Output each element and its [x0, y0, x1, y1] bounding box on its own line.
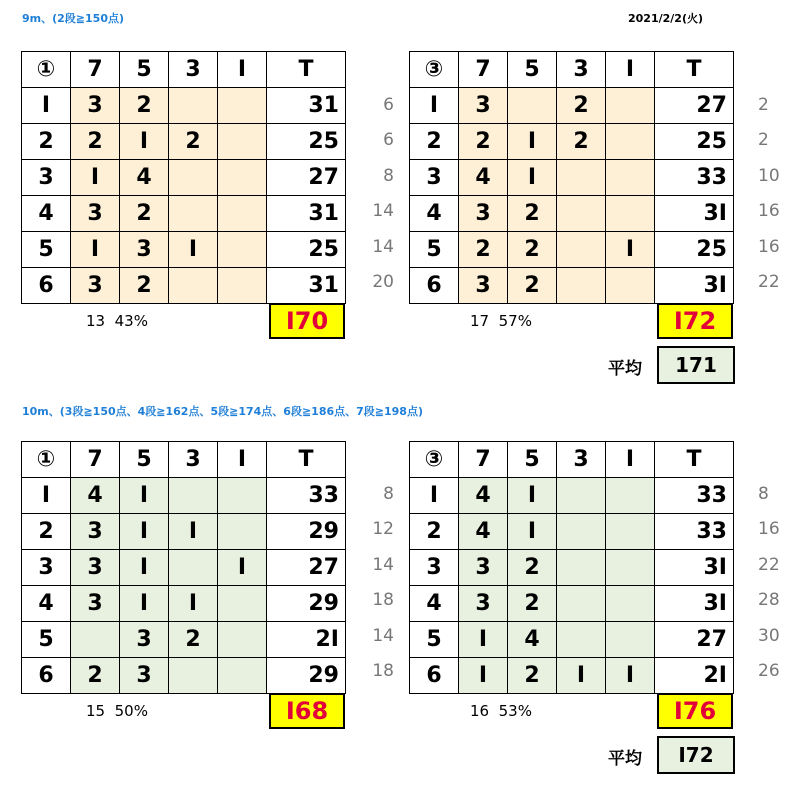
table-row — [410, 196, 734, 232]
score-cell: 3 — [459, 268, 508, 304]
total-cell: 29 — [267, 514, 346, 550]
total-cell: 27 — [267, 550, 346, 586]
header-cell: ① — [22, 52, 71, 88]
score-cell — [169, 550, 218, 586]
score-table-2-right — [409, 441, 734, 694]
score-cell: I — [508, 514, 557, 550]
score-cell — [218, 232, 267, 268]
score-cell: 3 — [71, 550, 120, 586]
total-cell: 27 — [655, 622, 734, 658]
score-cell: I — [508, 124, 557, 160]
round-cell: 3 — [410, 550, 459, 586]
score-cell: I — [120, 586, 169, 622]
table-row — [410, 232, 734, 268]
score-cell: 3 — [459, 550, 508, 586]
score-cell: 3 — [459, 88, 508, 124]
total-cell: 33 — [655, 514, 734, 550]
score-cell: 3 — [459, 196, 508, 232]
score-cell: 2 — [71, 658, 120, 694]
average-value: 171 — [657, 346, 735, 384]
round-cell: I — [22, 478, 71, 514]
score-cell — [606, 478, 655, 514]
score-cell — [606, 88, 655, 124]
score-cell: I — [71, 232, 120, 268]
table-row — [22, 88, 346, 124]
cumulative-right: 16 — [758, 201, 780, 221]
cumulative-right: 2 — [758, 130, 769, 150]
score-cell — [71, 622, 120, 658]
cumulative-right: 10 — [758, 166, 780, 186]
total-cell: 3I — [655, 196, 734, 232]
header-cell: I — [218, 52, 267, 88]
score-cell: I — [508, 478, 557, 514]
score-cell: 2 — [508, 196, 557, 232]
table-row — [22, 268, 346, 304]
score-cell: I — [169, 232, 218, 268]
score-cell: 4 — [120, 160, 169, 196]
header-cell: 3 — [169, 52, 218, 88]
score-cell — [169, 196, 218, 232]
score-cell: I — [169, 586, 218, 622]
round-cell: 6 — [410, 658, 459, 694]
round-cell: I — [22, 88, 71, 124]
section-caption: 10m、(3段≧150点、4段≧162点、5段≧174点、6段≧186点、7段≧198点) — [22, 405, 423, 418]
cumulative-right: 2 — [758, 95, 769, 115]
cumulative-right: 28 — [758, 590, 780, 610]
score-cell — [606, 124, 655, 160]
round-cell: 6 — [22, 268, 71, 304]
score-cell: 2 — [120, 268, 169, 304]
score-cell: 4 — [459, 478, 508, 514]
score-cell: 2 — [71, 124, 120, 160]
score-cell: I — [459, 658, 508, 694]
cumulative-left: 18 — [372, 661, 394, 681]
header-cell: I — [606, 52, 655, 88]
round-cell: 5 — [22, 232, 71, 268]
score-cell — [169, 88, 218, 124]
score-cell — [606, 622, 655, 658]
grand-total: I70 — [269, 303, 345, 339]
table-row — [22, 160, 346, 196]
summary-percent: 50% — [114, 702, 148, 720]
score-cell — [218, 124, 267, 160]
score-cell — [169, 268, 218, 304]
table-row — [410, 622, 734, 658]
score-cell — [557, 196, 606, 232]
score-cell: 2 — [508, 586, 557, 622]
score-cell: 2 — [459, 232, 508, 268]
score-cell: I — [120, 514, 169, 550]
score-cell — [557, 478, 606, 514]
total-cell: 25 — [655, 232, 734, 268]
cumulative-right: 22 — [758, 272, 780, 292]
score-cell — [218, 586, 267, 622]
score-cell: 2 — [459, 124, 508, 160]
grand-total: I68 — [269, 693, 345, 729]
total-cell: 29 — [267, 586, 346, 622]
round-cell: 5 — [410, 622, 459, 658]
total-cell: 33 — [267, 478, 346, 514]
round-cell: 2 — [410, 124, 459, 160]
score-cell: 3 — [71, 586, 120, 622]
table-row — [22, 124, 346, 160]
cumulative-left: 8 — [383, 166, 394, 186]
total-cell: 3I — [655, 550, 734, 586]
header-cell: 5 — [508, 442, 557, 478]
cumulative-left: 14 — [372, 201, 394, 221]
score-table-1-left — [21, 51, 346, 304]
table-row — [410, 268, 734, 304]
score-cell: 2 — [508, 658, 557, 694]
score-cell: 2 — [557, 88, 606, 124]
score-cell — [606, 196, 655, 232]
table-row — [410, 514, 734, 550]
score-cell — [557, 514, 606, 550]
header-cell: T — [655, 442, 734, 478]
total-cell: 2I — [267, 622, 346, 658]
round-cell: 4 — [22, 586, 71, 622]
score-cell: I — [459, 622, 508, 658]
cumulative-right: 8 — [758, 484, 769, 504]
score-cell: 2 — [169, 622, 218, 658]
score-cell: 3 — [120, 232, 169, 268]
score-cell: I — [71, 160, 120, 196]
cumulative-left: 18 — [372, 590, 394, 610]
score-cell — [169, 478, 218, 514]
score-cell: I — [120, 478, 169, 514]
table-row — [22, 514, 346, 550]
table-row — [410, 586, 734, 622]
total-cell: 3I — [655, 268, 734, 304]
header-cell: ③ — [410, 442, 459, 478]
score-cell: 2 — [120, 196, 169, 232]
score-table-2-left — [21, 441, 346, 694]
cumulative-left: 14 — [372, 237, 394, 257]
score-cell — [218, 196, 267, 232]
score-cell: I — [169, 514, 218, 550]
total-cell: 27 — [655, 88, 734, 124]
table-row — [22, 196, 346, 232]
score-table-1-right — [409, 51, 734, 304]
score-cell — [606, 160, 655, 196]
total-cell: 33 — [655, 478, 734, 514]
score-cell — [557, 160, 606, 196]
score-cell: I — [557, 658, 606, 694]
round-cell: 6 — [22, 658, 71, 694]
round-cell: 2 — [22, 514, 71, 550]
header-cell: I — [218, 442, 267, 478]
score-cell: 4 — [459, 160, 508, 196]
cumulative-right: 16 — [758, 237, 780, 257]
table-row — [410, 160, 734, 196]
header-cell: 3 — [169, 442, 218, 478]
total-cell: 2I — [655, 658, 734, 694]
cumulative-left: 6 — [383, 95, 394, 115]
score-cell — [557, 550, 606, 586]
cumulative-left: 20 — [372, 272, 394, 292]
score-cell: 2 — [557, 124, 606, 160]
score-cell: 4 — [459, 514, 508, 550]
summary-stats — [470, 702, 532, 720]
score-cell — [169, 160, 218, 196]
header-cell: T — [655, 52, 734, 88]
table-row — [22, 550, 346, 586]
total-cell: 25 — [267, 232, 346, 268]
header-cell: T — [267, 442, 346, 478]
round-cell: 4 — [410, 196, 459, 232]
score-cell — [218, 658, 267, 694]
table-row — [410, 88, 734, 124]
summary-count: 15 — [86, 702, 106, 720]
score-cell: 3 — [71, 88, 120, 124]
table-row — [22, 586, 346, 622]
section-caption: 9m、(2段≧150点) — [22, 12, 125, 25]
table-row — [410, 658, 734, 694]
round-cell: 4 — [22, 196, 71, 232]
round-cell: I — [410, 88, 459, 124]
score-cell — [606, 514, 655, 550]
date-label: 2021/2/2(火) — [628, 12, 704, 25]
cumulative-left: 6 — [383, 130, 394, 150]
score-cell: 3 — [71, 196, 120, 232]
header-cell: 5 — [120, 442, 169, 478]
score-cell — [218, 514, 267, 550]
header-cell: 5 — [120, 52, 169, 88]
header-cell: 7 — [71, 442, 120, 478]
cumulative-left: 14 — [372, 626, 394, 646]
score-cell: 3 — [120, 622, 169, 658]
score-cell — [557, 268, 606, 304]
cumulative-right: 26 — [758, 661, 780, 681]
cumulative-left: 12 — [372, 519, 394, 539]
score-cell: 4 — [71, 478, 120, 514]
score-cell: I — [508, 160, 557, 196]
total-cell: 33 — [655, 160, 734, 196]
table-row — [410, 124, 734, 160]
header-cell: 5 — [508, 52, 557, 88]
header-cell: ① — [22, 442, 71, 478]
average-label: 平均 — [608, 749, 642, 769]
score-cell — [606, 268, 655, 304]
round-cell: 4 — [410, 586, 459, 622]
cumulative-right: 16 — [758, 519, 780, 539]
header-cell: I — [606, 442, 655, 478]
score-cell: 2 — [508, 550, 557, 586]
total-cell: 29 — [267, 658, 346, 694]
round-cell: I — [410, 478, 459, 514]
score-cell: I — [606, 658, 655, 694]
round-cell: 5 — [410, 232, 459, 268]
score-cell: 2 — [169, 124, 218, 160]
summary-stats — [86, 312, 148, 330]
summary-count: 13 — [86, 312, 106, 330]
score-cell: 3 — [71, 514, 120, 550]
score-cell: 3 — [459, 586, 508, 622]
header-cell: 3 — [557, 52, 606, 88]
score-cell: 3 — [71, 268, 120, 304]
header-cell: 7 — [71, 52, 120, 88]
average-label: 平均 — [608, 359, 642, 379]
table-row — [410, 478, 734, 514]
cumulative-left: 8 — [383, 484, 394, 504]
total-cell: 25 — [655, 124, 734, 160]
score-cell — [557, 586, 606, 622]
score-cell: 3 — [120, 658, 169, 694]
cumulative-right: 30 — [758, 626, 780, 646]
round-cell: 3 — [22, 550, 71, 586]
total-cell: 3I — [655, 586, 734, 622]
table-row — [22, 622, 346, 658]
cumulative-right: 22 — [758, 555, 780, 575]
score-cell: I — [218, 550, 267, 586]
table-row — [22, 478, 346, 514]
total-cell: 25 — [267, 124, 346, 160]
score-cell — [606, 550, 655, 586]
score-cell: 2 — [508, 268, 557, 304]
table-row — [22, 232, 346, 268]
summary-count: 17 — [470, 312, 490, 330]
summary-percent: 53% — [498, 702, 532, 720]
score-cell: I — [606, 232, 655, 268]
round-cell: 6 — [410, 268, 459, 304]
score-cell — [218, 622, 267, 658]
score-cell — [218, 478, 267, 514]
round-cell: 3 — [410, 160, 459, 196]
header-cell: 3 — [557, 442, 606, 478]
header-cell: ③ — [410, 52, 459, 88]
summary-count: 16 — [470, 702, 490, 720]
total-cell: 27 — [267, 160, 346, 196]
round-cell: 2 — [22, 124, 71, 160]
summary-stats — [470, 312, 532, 330]
score-cell: 4 — [508, 622, 557, 658]
total-cell: 31 — [267, 88, 346, 124]
score-cell: 2 — [508, 232, 557, 268]
grand-total: I76 — [657, 693, 733, 729]
round-cell: 3 — [22, 160, 71, 196]
header-cell: T — [267, 52, 346, 88]
score-cell — [606, 586, 655, 622]
score-cell — [218, 88, 267, 124]
table-row — [410, 550, 734, 586]
score-cell — [218, 160, 267, 196]
cumulative-left: 14 — [372, 555, 394, 575]
summary-percent: 57% — [498, 312, 532, 330]
score-cell: 2 — [120, 88, 169, 124]
score-cell: I — [120, 550, 169, 586]
average-value: I72 — [657, 736, 735, 774]
round-cell: 2 — [410, 514, 459, 550]
header-cell: 7 — [459, 442, 508, 478]
summary-stats — [86, 702, 148, 720]
score-cell — [557, 622, 606, 658]
round-cell: 5 — [22, 622, 71, 658]
score-cell: I — [120, 124, 169, 160]
score-cell — [557, 232, 606, 268]
grand-total: I72 — [657, 303, 733, 339]
total-cell: 31 — [267, 196, 346, 232]
summary-percent: 43% — [114, 312, 148, 330]
header-cell: 7 — [459, 52, 508, 88]
score-cell — [508, 88, 557, 124]
score-cell — [218, 268, 267, 304]
total-cell: 31 — [267, 268, 346, 304]
table-row — [22, 658, 346, 694]
score-cell — [169, 658, 218, 694]
